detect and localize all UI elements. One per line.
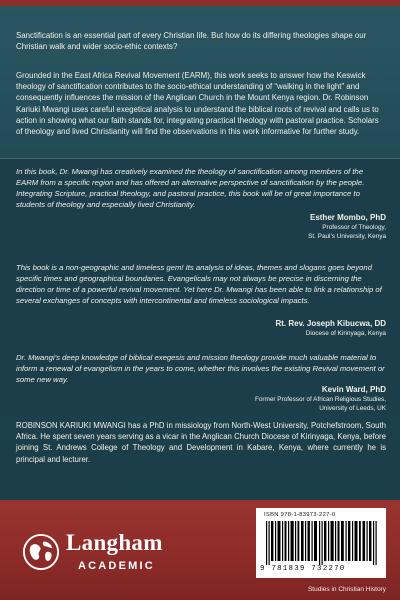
isbn-label: ISBN 978-1-83973-227-0 xyxy=(264,512,336,518)
endorser-affiliation-3b: University of Leeds, UK xyxy=(319,405,386,412)
isbn-barcode-box xyxy=(256,508,386,578)
endorser-affiliation-3a: Former Professor of African Religious Studies, xyxy=(254,396,386,403)
publisher-imprint: ACADEMIC xyxy=(78,560,155,572)
endorser-affiliation-2: Diocese of Kirinyaga, Kenya xyxy=(305,330,386,337)
intro-paragraph-2: Grounded in the East Africa Revival Movement (EARM), this work seeks to answer how the Keswick theology of sanctification contributes to the socio-ethical understanding of “walking in the light” and consequently influences the mission of the Anglican Church in the Mount Kenya region. Dr. Robinson Kariuki Mwangi uses careful exegetical analysis to understand the biblical roots of revival and calls us to action in showing what our faith stands for, integrating practical theology with pastoral practice. Scholars of theology and lived Christianity will find the observations in this work informative for further study. xyxy=(16,71,379,137)
endorsement-attribution-2 xyxy=(275,318,386,338)
endorsement-attribution-3 xyxy=(255,384,386,413)
top-red-edge xyxy=(0,0,400,6)
endorser-name-3: Kevin Ward, PhD xyxy=(321,385,386,394)
endorser-affiliation-1b: St. Paul’s University, Kenya xyxy=(308,233,386,240)
barcode-icon xyxy=(264,521,378,565)
endorser-affiliation-1a: Professor of Theology, xyxy=(322,224,386,231)
endorsement-attribution-1 xyxy=(308,212,386,241)
endorser-name-1: Esther Mombo, PhD xyxy=(309,213,386,222)
author-bio: ROBINSON KARIUKI MWANGI has a PhD in missiology from North-West University, Potchefstroom, South Africa. He spent seven years serving as a vicar in the Anglican Church Diocese of Kirinyaga, Kenya, before joining St. Andrews College of Theology and Development in Kabare, Kenya, where currently he is principal and lecturer. xyxy=(16,421,386,464)
isbn-digits: 9 781839 732270 xyxy=(260,565,346,573)
langham-globe-logo-icon xyxy=(22,533,60,571)
endorser-name-2: Rt. Rev. Joseph Kibucwa, DD xyxy=(275,319,386,328)
intro-paragraph-1: Sanctification is an essential part of every Christian life. But how do its differing theologies shape our Christian walk and wider socio-ethic contexts? xyxy=(16,31,367,52)
endorsement-quote-3: Dr. Mwangi’s deep knowledge of biblical exegesis and mission theology provide much valuable material to inform a renewal of evangelism in the years to come, whether this involves the existing Revival movement or some new way. xyxy=(16,353,385,384)
endorsement-quote-1: In this book, Dr. Mwangi has creatively examined the theology of sanctification among members of the EARM from a specific region and has offered an alternative perspective of sanctification by the people. Integrating Scripture, practical theology, and pastoral practice, this book will be of great importance to students of theology and especially lived Christianity. xyxy=(16,167,365,209)
publisher-name: Langham xyxy=(66,530,163,555)
series-title: Studies in Christian History xyxy=(307,586,386,593)
endorsement-quote-2: This book is a non-geographic and timeless gem! Its analysis of ideas, themes and slogans goes beyond specific times and geographical boundaries. Evangelicals may not always be precise in discerning the direction or time of a powerful revival movement. Yet here Dr. Mwangi has been able to link a relationship of several exchanges of concepts with intercontinental and timeless sociological impacts. xyxy=(16,263,382,305)
